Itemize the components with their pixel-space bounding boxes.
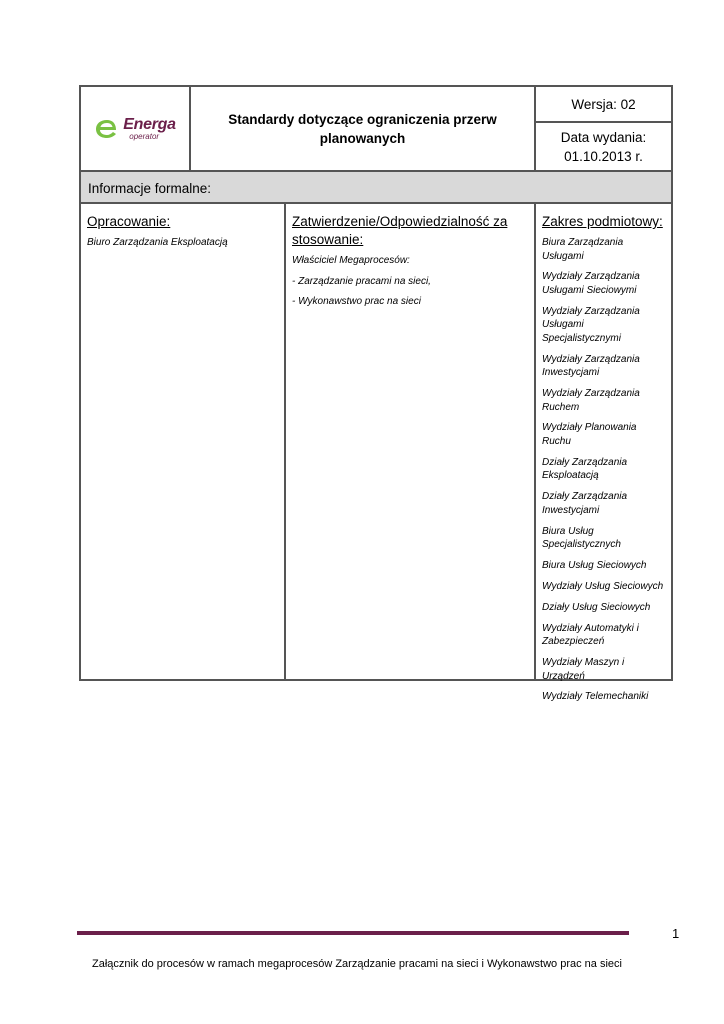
list-item: Działy Zarządzania Inwestycjami: [542, 491, 628, 516]
list-item: Wydziały Automatyki i Zabezpieczeń: [542, 622, 639, 648]
energa-e-swirl-icon: [94, 117, 120, 141]
list-item: Wydziały Usług Sieciowych: [542, 580, 664, 592]
issue-date-label: Data wydania:: [560, 129, 647, 145]
scope-title: Zakres podmiotowy:: [542, 214, 663, 229]
list-item: - Zarządzanie pracami na sieci,: [292, 275, 431, 287]
version-label: Wersja: 02: [534, 85, 673, 123]
list-item: Biura Usług Sieciowych: [542, 560, 647, 572]
list-item: Biura Zarządzania Usługami: [542, 237, 624, 262]
list-item: Działy Usług Sieciowych: [542, 601, 651, 613]
issue-date-cell: [534, 121, 673, 172]
formal-info-header: Informacje formalne:: [79, 170, 673, 204]
logo-cell: [79, 85, 191, 172]
list-item: Biura Usług Specjalistycznych: [542, 525, 621, 551]
list-item: - Wykonawstwo prac na sieci: [292, 296, 421, 307]
list-item: Biuro Zarządzania Eksploatacją: [87, 237, 228, 248]
company-logo: [81, 87, 189, 170]
brand-name: Energa: [123, 115, 176, 133]
scope-column: [534, 202, 673, 703]
footer-rule: [77, 931, 629, 935]
issue-date-value: 01.10.2013 r.: [564, 148, 643, 164]
approval-title: Zatwierdzenie/Odpowiedzialność za stosowanie:: [292, 214, 508, 247]
prepared-by-title: Opracowanie:: [87, 214, 171, 229]
list-item: Działy Zarządzania Eksploatacją: [542, 456, 628, 482]
list-item: Wydziały Zarządzania Ruchem: [542, 388, 640, 413]
list-item: Wydziały Zarządzania Inwestycjami: [542, 353, 640, 379]
list-item: Wydziały Planowania Ruchu: [542, 422, 637, 447]
page-number: 1: [672, 926, 680, 941]
list-item: Właściciel Megaprocesów:: [292, 255, 410, 266]
footer-text: Załącznik do procesów w ramach megaprocesów Zarządzanie pracami na sieci i Wykonawstwo prac na sieci: [92, 958, 622, 970]
prepared-by-column: [79, 202, 286, 681]
list-item: Wydziały Zarządzania Usługami Sieciowymi: [542, 271, 640, 296]
list-item: Wydziały Maszyn i Urządzeń: [542, 657, 625, 682]
document-title: Standardy dotyczące ograniczenia przerw planowanych: [189, 85, 536, 172]
list-item: Wydziały Zarządzania Usługami Specjalistycznymi: [542, 305, 640, 344]
list-item: Wydziały Telemechaniki: [542, 691, 649, 703]
brand: [123, 117, 175, 141]
approval-column: [284, 202, 536, 681]
brand-subtitle: operator: [129, 131, 160, 141]
